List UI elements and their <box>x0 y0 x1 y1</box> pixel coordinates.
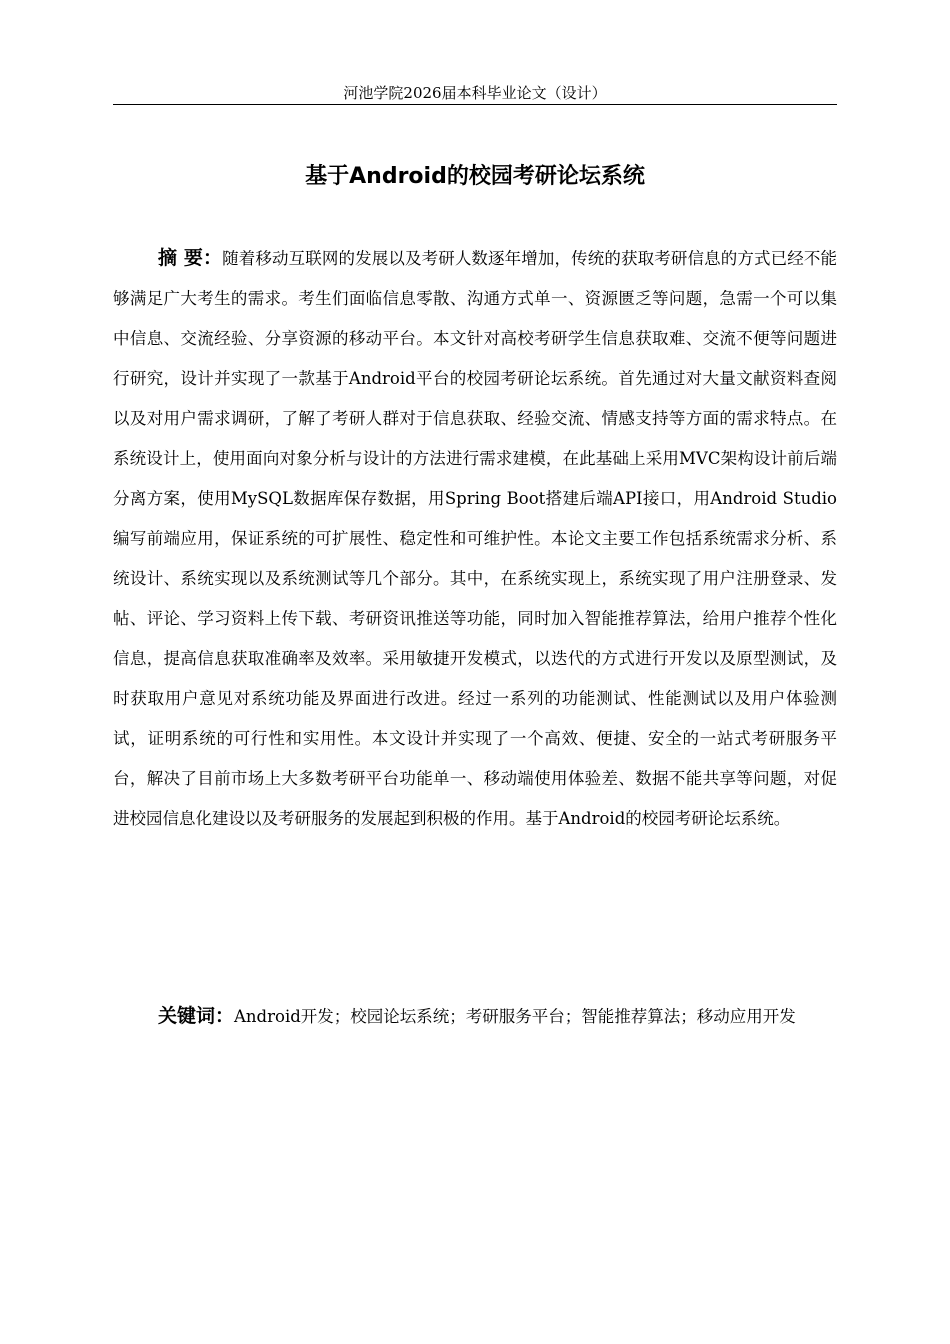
paper-title: 基于Android的校园考研论坛系统 <box>305 164 645 189</box>
keywords-paragraph <box>113 996 837 1037</box>
keywords-text: Android开发；校园论坛系统；考研服务平台；智能推荐算法；移动应用开发 <box>234 1007 796 1026</box>
abstract-paragraph <box>113 238 837 839</box>
abstract-text: 随着移动互联网的发展以及考研人数逐年增加，传统的获取考研信息的方式已经不能够满足广大考生的需求。考生们面临信息零散、沟通方式单一、资源匮乏等问题，急需一个可以集中信息、交流经验、分享资源的移动平台。本文针对高校考研学生信息获取难、交流不便等问题进行研究，设计并实现了一款基于Android平台的校园考研论坛系统。首先通过对大量文献资料查阅以及对用户需求调研，了解了考研人群对于信息获取、经验交流、情感支持等方面的需求特点。在系统设计上，使用面向对象分析与设计的方法进行需求建模，在此基础上采用MVC架构设计前后端分离方案，使用MySQL数据库保存数据，用Spring Boot搭建后端API接口，用Android Studio编写前端应用，保证系统的可扩展性、稳定性和可维护性。本论文主要工作包括系统需求分析、系统设计、系统实现以及系统测试等几个部分。其中，在系统实现上，系统实现了用户注册登录、发帖、评论、学习资料上传下载、考研资讯推送等功能，同时加入智能推荐算法，给用户推荐个性化信息，提高信息获取准确率及效率。采用敏捷开发模式，以迭代的方式进行开发以及原型测试，及时获取用户意见对系统功能及界面进行改进。经过一系列的功能测试、性能测试以及用户体验测试，证明系统的可行性和实用性。本文设计并实现了一个高效、便捷、安全的一站式考研服务平台，解决了目前市场上大多数考研平台功能单一、移动端使用体验差、数据不能共享等问题，对促进校园信息化建设以及考研服务的发展起到积极的作用。基于Android的校园考研论坛系统。 <box>113 249 837 828</box>
running-header: 河池学院2026届本科毕业论文（设计） <box>343 84 607 102</box>
keywords-label: 关键词： <box>158 1005 235 1027</box>
abstract-label: 摘 要： <box>158 247 223 269</box>
header-rule <box>113 104 837 105</box>
